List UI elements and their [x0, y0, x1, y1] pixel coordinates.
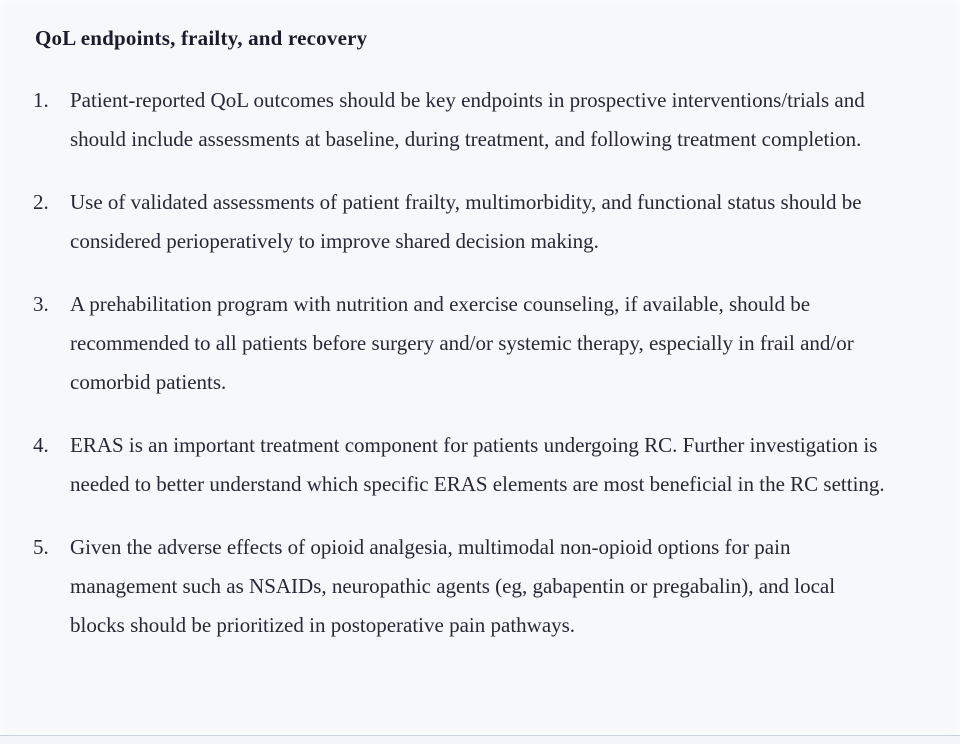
item-text: ERAS is an important treatment component for patients undergoing RC. Further investigation is needed to better understand which specific ERAS elements are most beneficial in the RC setting. [70, 433, 885, 496]
list-item [33, 183, 927, 261]
item-text: Patient-reported QoL outcomes should be key endpoints in prospective interventions/trials and should include assessments at baseline, during treatment, and following treatment completion. [70, 88, 865, 151]
item-text: Use of validated assessments of patient frailty, multimorbidity, and functional status should be considered perioperatively to improve shared decision making. [70, 190, 862, 253]
item-number: 1. [33, 88, 49, 112]
recommendation-list [33, 81, 927, 645]
item-number: 3. [33, 292, 49, 316]
list-item [33, 528, 927, 645]
section-heading: QoL endpoints, frailty, and recovery [35, 26, 368, 50]
item-text: Given the adverse effects of opioid analgesia, multimodal non-opioid options for pain management such as NSAIDs, neuropathic agents (eg, gabapentin or pregabalin), and local blocks should be prioritized in postoperative pain pathways. [70, 535, 836, 637]
item-number: 4. [33, 433, 49, 457]
item-number: 5. [33, 535, 49, 559]
item-number: 2. [33, 190, 49, 214]
item-text: A prehabilitation program with nutrition and exercise counseling, if available, should be recommended to all patients before surgery and/or systemic therapy, especially in frail and/or comorbid patients. [70, 292, 854, 394]
list-item [33, 285, 927, 402]
list-item [33, 426, 927, 504]
list-item [33, 81, 927, 159]
